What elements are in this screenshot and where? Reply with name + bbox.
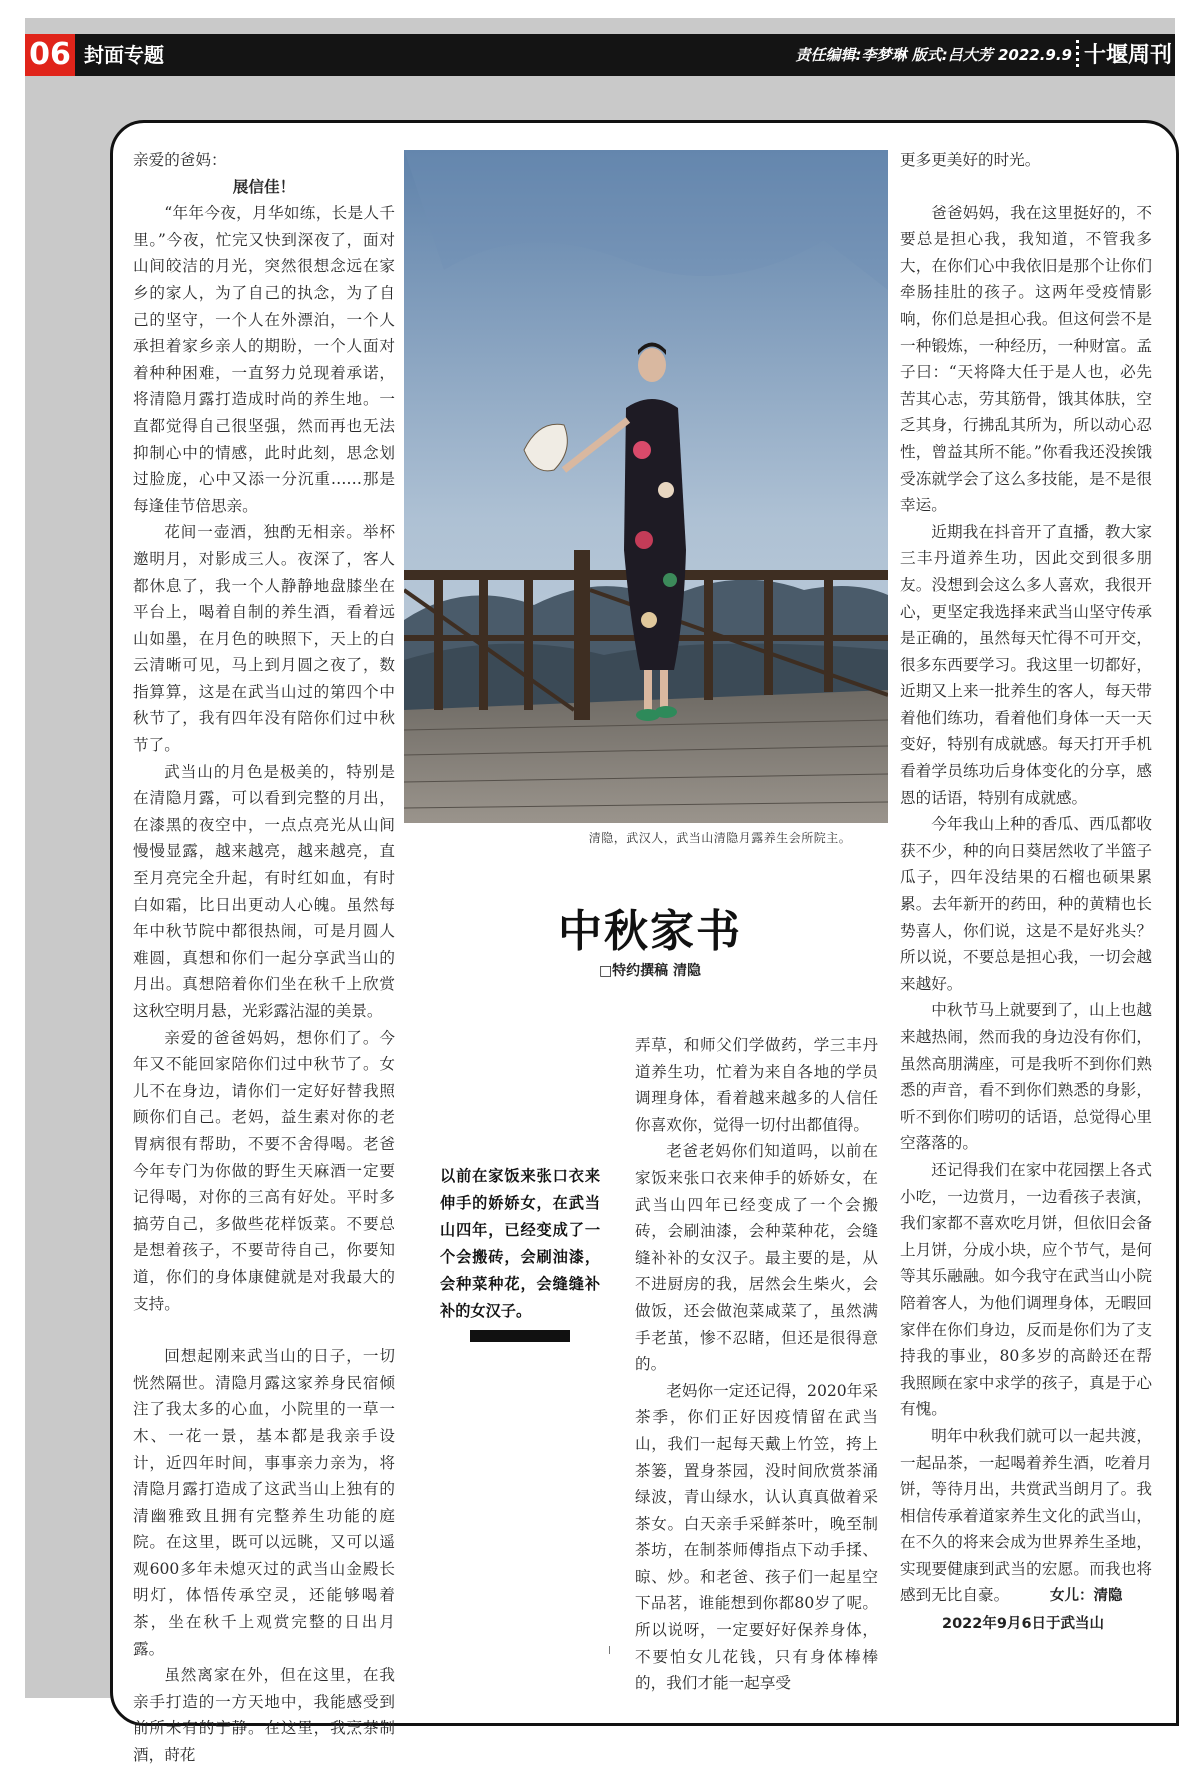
paragraph: 老爸老妈你们知道吗，以前在家饭来张口衣来伸手的娇娇女，在武当山四年已经变成了一个会搬砖，会刷油漆，会种菜种花，会缝缝补补的女汉子。最主要的是，从不进厨房的我，居然会生柴火，会做饭，还会做泡菜咸菜了，虽然满手老茧，惨不忍睹，但还是很得意的。 bbox=[635, 1142, 878, 1374]
section-title: 封面专题 bbox=[84, 43, 164, 67]
paragraph: 爸爸妈妈，我在这里挺好的，不要总是担心我，我知道，不管我多大，在你们心中我依旧是那个让你们牵肠挂肚的孩子。这两年受疫情影响，你们总是担心我。但这何尝不是一种锻炼，一种经历，一种财富。孟子曰：“天将降大任于是人也，必先苦其心志，劳其筋骨，饿其体肤，空乏其身，行拂乱其所为，所以动心忍性，曾益其所不能。”你看我还没挨饿受冻就学会了这么多技能，是不是很幸运。 bbox=[900, 203, 1152, 515]
brand-logo: 十堰周刊 bbox=[1083, 42, 1172, 68]
column-tick bbox=[609, 1646, 610, 1654]
letter-greeting: 亲爱的爸妈： bbox=[133, 151, 227, 169]
page-number: 06 bbox=[25, 34, 75, 76]
paragraph: 更多更美好的时光。 bbox=[900, 151, 1041, 169]
paragraph: 老妈你一定还记得，2020年采茶季，你们正好因疫情留在武当山，我们一起每天戴上竹笠，挎上茶篓，置身茶园，没时间欣赏茶涌绿波，青山绿水，认认真真做着采茶女。白天亲手采鲜茶叶，晚至制茶坊，在制茶师傅指点下动手揉、晾、炒。和老爸、孩子们一起星空下品茗，谁能想到你都80岁了呢。所以说呀，一定要好好保养身体，不要怕女儿花钱，只有身体棒棒的，我们才能一起享受 bbox=[635, 1381, 878, 1693]
paragraph: 还记得我们在家中花园摆上各式小吃，一边赏月，一边看孩子表演，我们家都不喜欢吃月饼，但依旧会备上月饼，分成小块，应个节气，是何等其乐融融。如今我守在武当山小院陪着客人，为他们调理身体，无暇回家伴在你们身边，反而是你们为了支持我的事业，80多岁的高龄还在帮我照顾在家中求学的孩子，真是于心有愧。 bbox=[900, 1160, 1152, 1419]
signature-name: 女儿：清隐 bbox=[1050, 1588, 1123, 1604]
paragraph: “年年今夜，月华如练，长是人千里。”今夜，忙完又快到深夜了，面对山间皎洁的月光，突然很想念远在家乡的家人，为了自己的执念，为了自己的坚守，一个人在外漂泊，一个人承担着家乡亲人的期盼，一个人面对着种种困难，一直努力兑现着承诺，将清隐月露打造成时尚的养生地。一直都觉得自己很坚强，然而再也无法抑制心中的情感，此时此刻，思念划过脸庞，心中又添一分沉重……那是每逢佳节倍思亲。 bbox=[133, 204, 395, 515]
paragraph: 武当山的月色是极美的，特别是在清隐月露，可以看到完整的月出，在漆黑的夜空中，一点点亮光从山间慢慢显露，越来越亮，越来越亮，直至月亮完全升起，有时红如血，有时白如霜，比日出更动人心魄。虽然每年中秋节院中都很热闹，可是月圆人难圆，真想和你们一起分享武当山的月出。真想陪着你们坐在秋千上欣赏这秋空明月悬，光彩露沾湿的美景。 bbox=[133, 762, 395, 1020]
brand-separator bbox=[1076, 40, 1079, 70]
paragraph: 明年中秋我们就可以一起共渡，一起品茶，一起喝着养生酒，吃着月饼，等待月出，共赏武当朗月了。我相信传承着道家养生文化的武当山，在不久的将来会成为世界养生圣地，实现要健康到武当的宏愿。而我也将感到无比自豪。 bbox=[900, 1426, 1152, 1605]
paragraph: 虽然离家在外，但在这里，在我亲手打造的一方天地中，我能感受到前所未有的宁静。在这里，我烹茶制酒，莳花 bbox=[133, 1666, 395, 1765]
paragraph: 中秋节马上就要到了，山上也越来越热闹，然而我的身边没有你们，虽然高朋满座，可是我听不到你们熟悉的声音，看不到你们熟悉的身影，听不到你们唠叨的话语，总觉得心里空落落的。 bbox=[900, 1001, 1152, 1153]
signature-date: 2022年9月6日于武当山 bbox=[942, 1616, 1105, 1632]
paragraph: 亲爱的爸爸妈妈，想你们了。今年又不能回家陪你们过中秋节了。女儿不在身边，请你们一定好好替我照顾你们自己。老妈，益生素对你的老胃病很有帮助，不要不舍得喝。老爸今年专门为你做的野生天麻酒一定要记得喝，对你的三高有好处。平时多搞劳自己，多做些花样饭菜。不要总是想着孩子，不要苛待自己，你要知道，你们的身体康健就是对我最大的支持。 bbox=[133, 1028, 395, 1313]
article-column-2 bbox=[635, 1032, 878, 1697]
pull-quote: 以前在家饭来张口衣来伸手的娇娇女，在武当山四年，已经变成了一个会搬砖，会刷油漆，会种菜种花，会缝缝补补的女汉子。 bbox=[440, 1167, 600, 1320]
portrait-photo bbox=[404, 150, 888, 823]
article-headline: 中秋家书 bbox=[558, 906, 742, 957]
letter-wish: 展信佳！ bbox=[232, 176, 296, 196]
paragraph: 近期我在抖音开了直播，教大家三丰丹道养生功，因此交到很多朋友。没想到会这么多人喜欢，我很开心，更坚定我选择来武当山坚守传承是正确的，虽然每天忙得不可开交，很多东西要学习。我这里一切都好，近期又上来一批养生的客人，每天带着他们练功，看着他们身体一天一天变好，特别有成就感。每天打开手机看着学员练功后身体变化的分享，感恩的话语，特别有成就感。 bbox=[900, 522, 1152, 807]
article-column-3 bbox=[900, 147, 1152, 1609]
photo-caption: 清隐，武汉人，武当山清隐月露养生会所院主。 bbox=[588, 831, 852, 845]
pull-quote-bar bbox=[470, 1330, 570, 1342]
paragraph: 回想起刚来武当山的日子，一切恍然隔世。清隐月露这家养身民宿倾注了我太多的心血，小院里的一草一木、一花一景，基本都是我亲手设计，近四年时间，事事亲力亲为，将清隐月露打造成了这武当山上独有的清幽雅致且拥有完整养生功能的庭院。在这里，既可以远眺，又可以遥观600多年未熄灭过的武当山金殿长明灯，体悟传承空灵，还能够喝着茶，坐在秋千上观赏完整的日出月露。 bbox=[133, 1347, 395, 1658]
paragraph: 花间一壶酒，独酌无相亲。举杯邀明月，对影成三人。夜深了，客人都休息了，我一个人静静地盘膝坐在平台上，喝着自制的养生酒，看着远山如墨，在月色的映照下，天上的白云清晰可见，马上到月圆之夜了，数指算算，这是在武当山过的第四个中秋节了，我有四年没有陪你们过中秋节了。 bbox=[133, 523, 395, 755]
article-column-1 bbox=[133, 147, 395, 1769]
article-byline: □特约撰稿 清隐 bbox=[598, 963, 702, 979]
paragraph: 弄草，和师父们学做药，学三丰丹道养生功，忙着为来自各地的学员调理身体，看着越来越多的人信任你喜欢你，觉得一切付出都值得。 bbox=[635, 1036, 878, 1134]
paragraph: 今年我山上种的香瓜、西瓜都收获不少，种的向日葵居然收了半篮子瓜子，四年没结果的石榴也硕果累累。去年新开的药田，种的黄精也长势喜人，你们说，这是不是好兆头？所以说，不要总是担心我，一切会越来越好。 bbox=[900, 815, 1152, 993]
editor-credits: 责任编辑:李梦琳 版式:吕大芳 2022.9.9 bbox=[795, 46, 1072, 64]
